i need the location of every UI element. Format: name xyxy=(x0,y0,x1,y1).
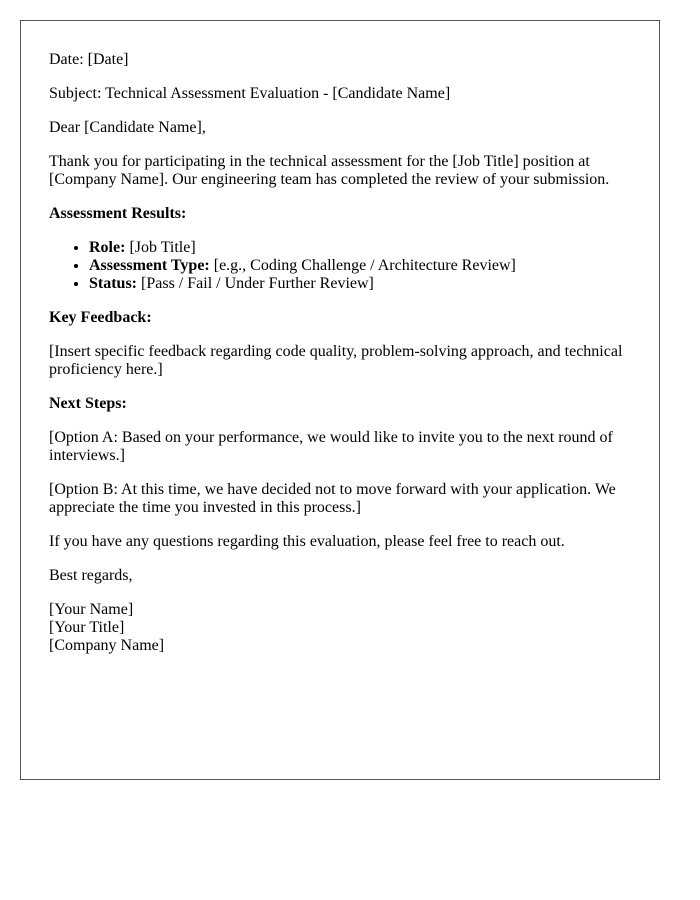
intro-paragraph: Thank you for participating in the technical assessment for the [Job Title] position at [Company Name]. Our engineering team has completed the review of your submission. xyxy=(49,153,610,188)
signature-name: [Your Name] xyxy=(49,601,134,618)
closing-line: Best regards, xyxy=(49,567,133,584)
subject-line: Subject: Technical Assessment Evaluation - [Candidate Name] xyxy=(49,85,451,102)
feedback-paragraph: [Insert specific feedback regarding code quality, problem-solving approach, and technical proficiency here.] xyxy=(49,343,623,378)
result-item-status xyxy=(89,275,631,293)
signature-title: [Your Title] xyxy=(49,619,125,636)
result-value: [Job Title] xyxy=(125,239,196,256)
option-a-paragraph: [Option A: Based on your performance, we would like to invite you to the next round of interviews.] xyxy=(49,429,613,464)
result-label: Role: xyxy=(89,239,126,256)
option-b-paragraph: [Option B: At this time, we have decided not to move forward with your application. We appreciate the time you invested in this process.] xyxy=(49,481,616,516)
date-line: Date: [Date] xyxy=(49,51,129,68)
result-label: Assessment Type: xyxy=(89,257,210,274)
result-label: Status: xyxy=(89,275,138,292)
result-item-assessment-type xyxy=(89,257,631,275)
result-value: [e.g., Coding Challenge / Architecture Review] xyxy=(209,257,516,274)
signature-company: [Company Name] xyxy=(49,637,165,654)
feedback-heading: Key Feedback: xyxy=(49,309,152,326)
salutation: Dear [Candidate Name], xyxy=(49,119,206,136)
signature-block xyxy=(49,601,631,655)
results-heading: Assessment Results: xyxy=(49,205,187,222)
next-steps-heading: Next Steps: xyxy=(49,395,127,412)
result-item-role xyxy=(89,239,631,257)
letter-document xyxy=(20,20,660,780)
questions-paragraph: If you have any questions regarding this evaluation, please feel free to reach out. xyxy=(49,533,565,550)
result-value: [Pass / Fail / Under Further Review] xyxy=(137,275,374,292)
results-list xyxy=(49,239,631,293)
